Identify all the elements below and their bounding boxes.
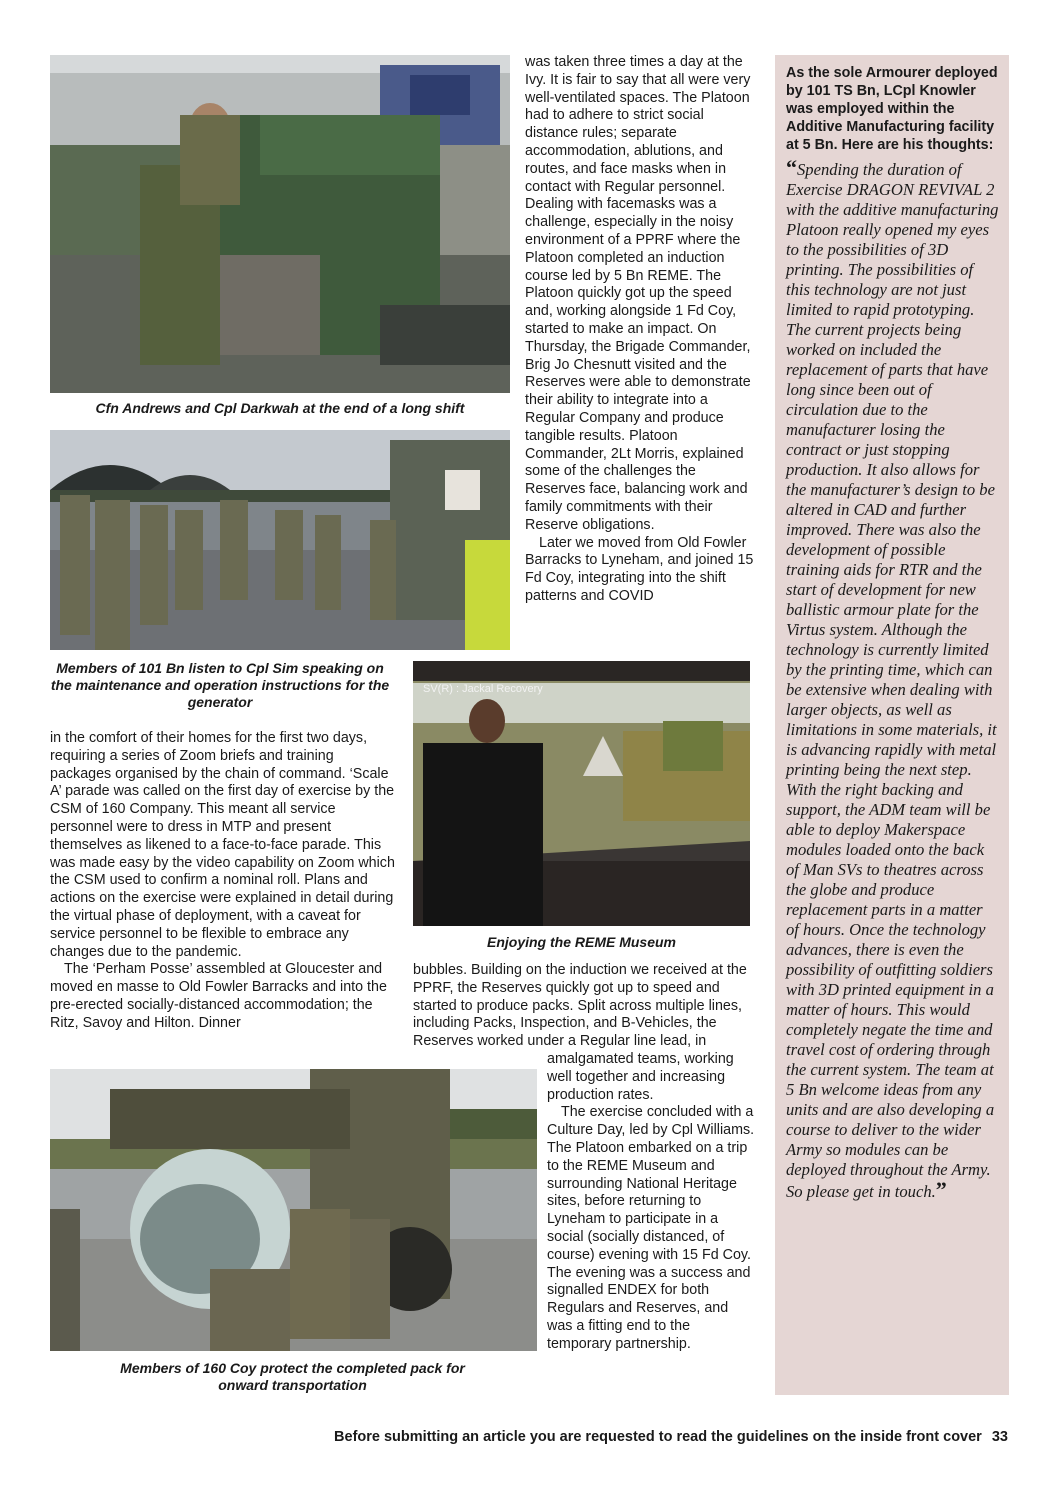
paragraph-zoom: in the comfort of their homes for the first two days, requiring a series of Zoom briefs and training packages organised by the chain of command. ‘Scale A’ parade was called on the first day of exercise by the CSM of 160 Company. This meant all service personnel were to dress in MTP and present themselves as likened to a face-to-face parade. This was made easy by the video capability on Zoom which the CSM used to confirm a nominal roll. Plans and actions on the exercise were explained in detail during the virtual phase of deployment, with a caveat for service personnel to be flexible to embrace any changes due to the pandemic.	[50, 730, 395, 960]
paragraph-ivy: was taken three times a day at the Ivy. It is fair to say that all were very well-ventilated spaces. The Platoon had to adhere to strict social distance rules; separate accommodation, ablutions, and routes, and face masks when in contact with Regular personnel. Dealing with facemasks was a challenge, especially in the noisy environment of a PPRF where the Platoon completed an induction course led by 5 Bn REME. The Platoon quickly got up the speed and, working alongside 1 Fd Coy, started to make an impact. On Thursday, the Brigade Commander, Brig Jo Chesnutt visited and the Reserves were able to demonstrate their ability to integrate into a Regular Company and produce tangible results. Platoon Commander, 2Lt Morris, explained some of the challenges the Reserves face, balancing work and family commitments with their Reserve obligations.	[525, 54, 751, 533]
sidebar-quote-text: Spending the duration of Exercise DRAGON REVIVAL 2 with the additive manufacturing Platoon really opened my eyes to the possibilities of 3D printing. The possibilities of this technology are not just limited to rapid prototyping. The current projects being worked on included the replacement of parts that have long since been out of circulation due to the manufacturer losing the contract or just stopping production. It also allows for the manufacturer’s design to be altered in CAD and further improved. There was also the development of possible training aids for RTR and the start of development for new ballistic armour plate for the Virtus system. Although the technology is currently limited by the printing time, which can be extensive when dealing with larger objects, as well as limitations in some materials, it is advancing rapidly with metal printing being the next step. With the right backing and support, the ADM team will be able to deploy Makerspace modules loaded onto the back of Man SVs to theatres across the globe and produce replacement parts in a matter of hours. Once the technology advances, there is even the possibility of outfitting soldiers with 3D printed equipment in a matter of hours. This would completely negate the time and travel cost of ordering through the current system. The team at 5 Bn welcome ideas from any units and are also developing a course to deliver to the wider Army so modules can be deployed throughout the Army. So please get in touch.	[786, 160, 999, 1201]
photo-soldiers-generator	[50, 430, 510, 650]
photo-reme-museum	[413, 661, 750, 926]
article-col2-mid	[413, 962, 753, 1051]
close-quote-mark: ”	[935, 1177, 947, 1202]
article-col1-mid	[50, 730, 395, 1033]
article-col2-low	[547, 1051, 757, 1354]
paragraph-lyneham: Later we moved from Old Fowler Barracks to Lyneham, and joined 15 Fd Coy, integrating into the shift patterns and COVID	[525, 534, 754, 604]
caption-photo-generator: Members of 101 Bn listen to Cpl Sim speaking on the maintenance and operation instructions for the generator	[50, 660, 390, 710]
paragraph-bubbles: bubbles. Building on the induction we received at the PPRF, the Reserves quickly got up to speed and started to produce packs. Split across multiple lines, including Packs, Inspection, and B-Vehicles, the Reserves worked under a Regular line lead, in	[413, 962, 747, 1050]
sidebar-intro: As the sole Armourer deployed by 101 TS Bn, LCpl Knowler was employed within the Additive Manufacturing facility at 5 Bn. Here are his thoughts:	[786, 65, 998, 153]
sidebar-armourer-quote	[775, 55, 1009, 1395]
simulator-screen-label: SV(R) : Jackal Recovery	[423, 683, 543, 695]
sidebar-quote-body	[786, 155, 999, 1202]
page-footer	[0, 1429, 1008, 1445]
paragraph-amalgamated: amalgamated teams, working well together and increasing production rates.	[547, 1051, 734, 1103]
photo-workshop-engine	[50, 55, 510, 393]
open-quote-mark: “	[786, 155, 797, 180]
caption-photo-forklift: Members of 160 Coy protect the completed pack for onward transportation	[120, 1360, 465, 1393]
caption-photo-museum: Enjoying the REME Museum	[486, 934, 676, 950]
paragraph-culture-day: The exercise concluded with a Culture Day, led by Cpl Williams. The Platoon embarked on a trip to the REME Museum and surrounding National Heritage sites, before returning to Lyneham to participate in a social (socially distanced, of course) evening with 15 Fd Coy. The evening was a success and signalled ENDEX for both Regulars and Reserves, and was a fitting end to the temporary partnership.	[547, 1104, 755, 1352]
article-col2-top	[525, 54, 755, 606]
footer-note: Before submitting an article you are requested to read the guidelines on the inside front cover	[334, 1429, 982, 1445]
paragraph-perham-posse: The ‘Perham Posse’ assembled at Gloucester and moved en masse to Old Fowler Barracks and into the pre-erected socially-distanced accommodation; the Ritz, Savoy and Hilton. Dinner	[50, 961, 387, 1031]
page-number: 33	[991, 1429, 1008, 1445]
caption-photo-workshop: Cfn Andrews and Cpl Darkwah at the end of a long shift	[95, 400, 465, 416]
photo-forklift-pack	[50, 1069, 537, 1351]
